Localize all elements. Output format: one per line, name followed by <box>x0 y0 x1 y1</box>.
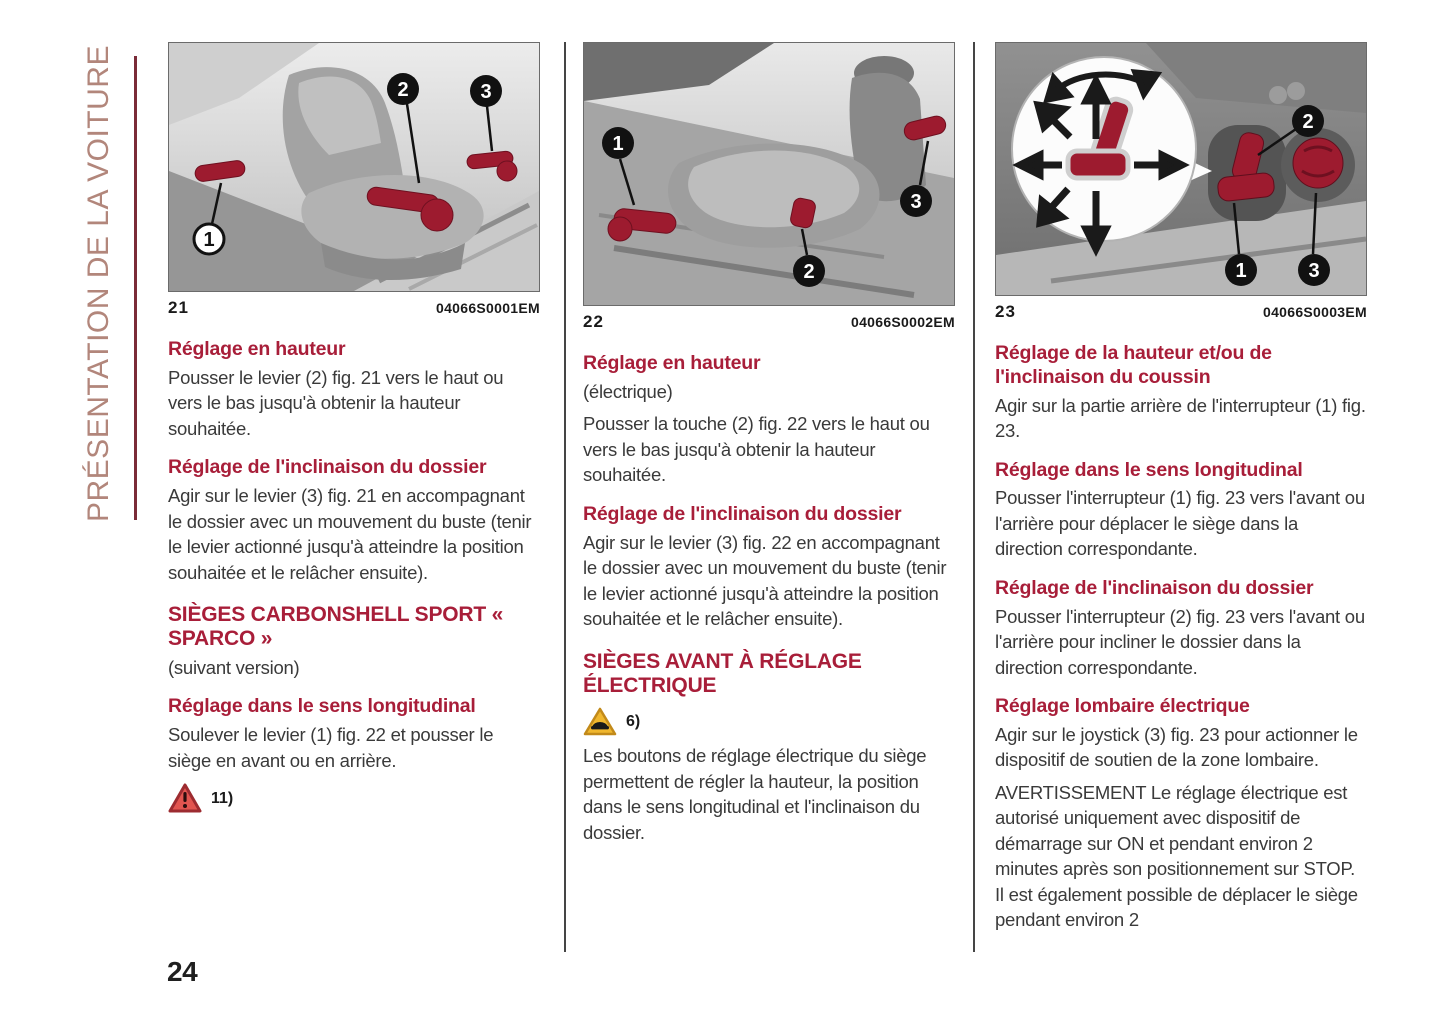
yellow-car-warning-triangle-icon <box>583 707 617 737</box>
figure-23-caption <box>995 302 1367 322</box>
page-number: 24 <box>167 956 198 987</box>
paragraph: Pousser la touche (2) fig. 22 vers le haut ou vers le bas jusqu'à obtenir la hauteur souhaitée. <box>583 413 930 486</box>
figure-code: 04066S0001EM <box>435 300 540 316</box>
heading: Réglage lombaire électrique <box>995 695 1250 718</box>
figure-number: 22 <box>583 312 604 331</box>
svg-text:2: 2 <box>803 261 815 283</box>
svg-text:3: 3 <box>1308 260 1320 282</box>
heading: Réglage de l'inclinaison du dossier <box>995 576 1314 599</box>
heading: Réglage de l'inclinaison du dossier <box>168 456 487 479</box>
figure-22-image <box>583 42 955 306</box>
paragraph: Agir sur le levier (3) fig. 22 en accompagnant le dossier avec un mouvement du buste (tenir le levier actionné jusqu'à atteindre la position souhaitée et le relâcher ensuite). <box>583 531 947 630</box>
heading: Réglage en hauteur <box>583 352 761 374</box>
heading: Réglage en hauteur <box>168 338 346 360</box>
paragraph: (suivant version) <box>168 656 300 678</box>
electric-seat-switches-illustration <box>996 43 1366 295</box>
svg-text:2: 2 <box>1302 111 1314 133</box>
figure-21-image <box>168 42 540 292</box>
figure-code: 04066S0003EM <box>1262 304 1367 320</box>
paragraph: Agir sur le joystick (3) fig. 23 pour actionner le dispositif de soutien de la zone lombaire. <box>995 723 1358 771</box>
column-1 <box>168 42 540 820</box>
paragraph: Pousser l'interrupteur (2) fig. 23 vers l'avant ou l'arrière pour incliner le dossier dans la direction correspondante. <box>995 605 1365 678</box>
heading: Réglage dans le sens longitudinal <box>995 458 1303 481</box>
seat-manual-levers-illustration <box>169 43 539 291</box>
svg-text:1: 1 <box>1235 260 1247 282</box>
paragraph: (électrique) <box>583 380 673 402</box>
column-divider <box>564 42 566 952</box>
heading: Réglage de la hauteur et/ou de l'inclinaison du coussin <box>995 342 1272 388</box>
warning-reference <box>583 707 955 737</box>
heading: Réglage de l'inclinaison du dossier <box>583 502 902 525</box>
paragraph: Pousser l'interrupteur (1) fig. 23 vers l'avant ou l'arrière pour déplacer le siège dans la direction correspondante. <box>995 487 1365 560</box>
svg-text:3: 3 <box>480 81 492 103</box>
chapter-label: PRÉSENTATION DE LA VOITURE <box>82 45 115 522</box>
heading: Réglage dans le sens longitudinal <box>168 695 476 718</box>
figure-number: 21 <box>168 298 189 317</box>
paragraph: Soulever le levier (1) fig. 22 et pousser le siège en avant ou en arrière. <box>168 724 494 771</box>
svg-text:1: 1 <box>203 229 215 251</box>
figure-number: 23 <box>995 302 1016 321</box>
column-2 <box>583 42 955 852</box>
figure-code: 04066S0002EM <box>850 314 955 330</box>
column-3 <box>995 42 1367 940</box>
section-title: SIÈGES AVANT À RÉGLAGE ÉLECTRIQUE <box>583 649 862 697</box>
column-divider <box>973 42 975 952</box>
section-title: SIÈGES CARBONSHELL SPORT « SPARCO » <box>168 603 504 650</box>
paragraph: AVERTISSEMENT Le réglage électrique est autorisé uniquement avec dispositif de démarrage sur ON et pendant environ 2 minutes après son positionnement sur STOP. Il est également possible de déplacer le siège pendant environ 2 <box>995 781 1358 931</box>
svg-text:1: 1 <box>612 133 624 155</box>
paragraph: Pousser le levier (2) fig. 21 vers le haut ou vers le bas jusqu'à obtenir la hauteur souhaitée. <box>168 366 504 439</box>
warning-reference <box>168 783 540 814</box>
warning-ref-number: 6) <box>626 713 641 731</box>
paragraph: Les boutons de réglage électrique du siège permettent de régler la hauteur, la position dans le sens longitudinal et l'inclinaison du dossier. <box>583 745 927 843</box>
figure-22-caption <box>583 312 955 332</box>
seat-levers-illustration <box>584 43 954 305</box>
paragraph: Agir sur la partie arrière de l'interrupteur (1) fig. 23. <box>995 394 1366 442</box>
warning-ref-number: 11) <box>211 789 234 807</box>
figure-21-caption <box>168 298 540 318</box>
svg-text:3: 3 <box>910 191 922 213</box>
figure-23-image <box>995 42 1367 296</box>
svg-text:2: 2 <box>397 79 409 101</box>
red-warning-triangle-icon <box>168 783 202 814</box>
chapter-rule <box>134 56 137 520</box>
paragraph: Agir sur le levier (3) fig. 21 en accompagnant le dossier avec un mouvement du buste (tenir le levier actionné jusqu'à atteindre la position souhaitée et le relâcher ensuite). <box>168 485 532 583</box>
